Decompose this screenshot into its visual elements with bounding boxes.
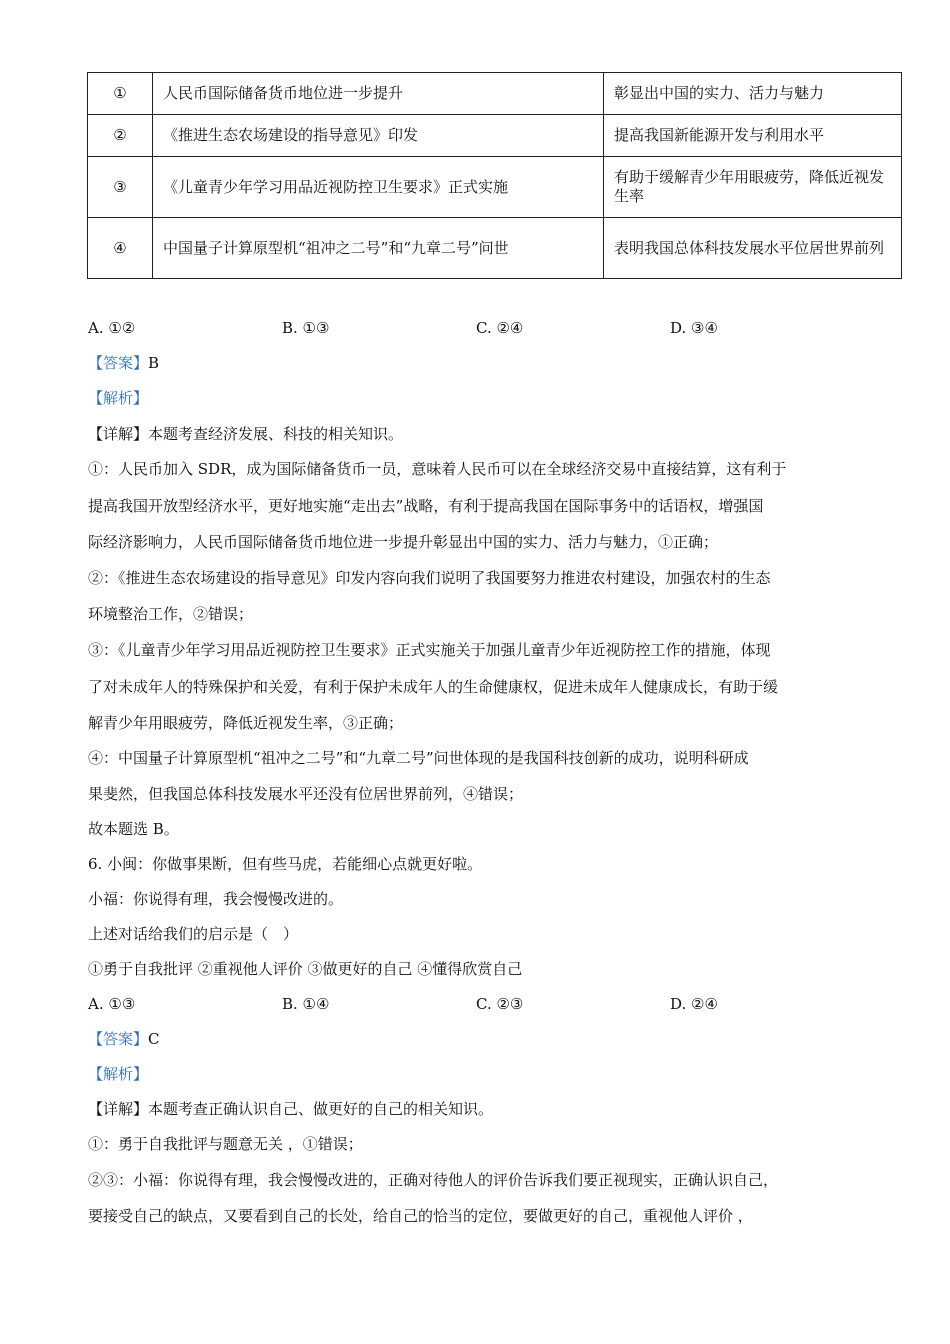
q5-explanation-line: 提高我国开放型经济水平，更好地实施“走出去”战略，有利于提高我国在国际事务中的话语权，增强国 <box>88 497 764 515</box>
row-number: ③ <box>88 157 153 218</box>
q5-explanation-line: 了对未成年人的特殊保护和关爱，有利于保护未成年人的生命健康权，促进未成年人健康成长，有助于缓 <box>88 678 779 696</box>
q6-stem-line: 小福：你说得有理，我会慢慢改进的。 <box>88 890 344 908</box>
q5-explanation-line: 际经济影响力，人民币国际储备货币地位进一步提升彰显出中国的实力、活力与魅力，①正确； <box>88 533 719 551</box>
answer-tag: 【答案】 <box>88 354 149 372</box>
meaning-cell: 彰显出中国的实力、活力与魅力 <box>604 73 902 115</box>
q6-stem-line: 上述对话给我们的启示是（ ） <box>88 925 299 943</box>
q5-explanation-line: 解青少年用眼疲劳，降低近视发生率，③正确； <box>88 714 404 732</box>
q5-conclusion: 故本题选 B。 <box>88 820 179 838</box>
q5-option-a: A. ①② <box>88 319 136 337</box>
q6-option-d: D. ②④ <box>670 995 718 1013</box>
answer-value: C <box>148 1030 160 1048</box>
q5-option-b: B. ①③ <box>282 319 330 337</box>
table-row <box>88 115 902 157</box>
event-cell: 《推进生态农场建设的指导意见》印发 <box>153 115 604 157</box>
q5-answer <box>88 353 159 373</box>
q6-option-a: A. ①③ <box>88 995 136 1013</box>
table-row <box>88 218 902 279</box>
q5-explanation-line: ③：《儿童青少年学习用品近视防控卫生要求》正式实施关于加强儿童青少年近视防控工作的措施，体现 <box>88 641 771 659</box>
event-cell: 《儿童青少年学习用品近视防控卫生要求》正式实施 <box>153 157 604 218</box>
row-number: ① <box>88 73 153 115</box>
q5-explanation-line: ①：人民币加入 SDR，成为国际储备货币一员，意味着人民币可以在全球经济交易中直接结算，这有利于 <box>88 460 787 478</box>
q5-explanation-line: 环境整治工作，②错误； <box>88 605 254 623</box>
q6-detail <box>88 1099 493 1119</box>
table-row <box>88 157 902 218</box>
q5-explanation-line: 果斐然，但我国总体科技发展水平还没有位居世界前列，④错误； <box>88 785 524 803</box>
table-row <box>88 73 902 115</box>
row-number: ② <box>88 115 153 157</box>
detail-text: 本题考查经济发展、科技的相关知识。 <box>148 425 404 443</box>
event-cell: 人民币国际储备货币地位进一步提升 <box>153 73 604 115</box>
q5-option-d: D. ③④ <box>670 319 718 337</box>
meaning-cell: 提高我国新能源开发与利用水平 <box>604 115 902 157</box>
q6-analysis-tag: 【解析】 <box>88 1065 149 1083</box>
q5-detail <box>88 424 403 444</box>
detail-text: 本题考查正确认识自己、做更好的自己的相关知识。 <box>148 1100 494 1118</box>
row-number: ④ <box>88 218 153 279</box>
answer-value: B <box>148 354 160 372</box>
q6-statements: ①勇于自我批评 ②重视他人评价 ③做更好的自己 ④懂得欣赏自己 <box>88 960 523 978</box>
q5-explanation-line: ②：《推进生态农场建设的指导意见》印发内容向我们说明了我国要努力推进农村建设，加强农村的生态 <box>88 569 771 587</box>
q6-explanation-line: 要接受自己的缺点，又要看到自己的长处，给自己的恰当的定位，要做更好的自己，重视他人评价 ， <box>88 1207 753 1225</box>
events-table <box>87 72 902 279</box>
q5-analysis-tag: 【解析】 <box>88 389 149 407</box>
q6-option-b: B. ①④ <box>282 995 330 1013</box>
q5-option-c: C. ②④ <box>476 319 524 337</box>
event-cell: 中国量子计算原型机“祖冲之二号”和“九章二号”问世 <box>153 218 604 279</box>
q6-answer <box>88 1029 160 1049</box>
meaning-cell: 有助于缓解青少年用眼疲劳，降低近视发生率 <box>604 157 902 218</box>
detail-tag: 【详解】 <box>88 1100 149 1118</box>
q6-explanation-line: ①：勇于自我批评与题意无关 ，①错误； <box>88 1135 363 1153</box>
detail-tag: 【详解】 <box>88 425 149 443</box>
q6-explanation-line: ②③：小福：你说得有理，我会慢慢改进的，正确对待他人的评价告诉我们要正视现实，正确认识自己， <box>88 1171 779 1189</box>
q5-explanation-line: ④：中国量子计算原型机“祖冲之二号”和“九章二号”问世体现的是我国科技创新的成功，说明科研成 <box>88 749 749 767</box>
meaning-cell: 表明我国总体科技发展水平位居世界前列 <box>604 218 902 279</box>
answer-tag: 【答案】 <box>88 1030 149 1048</box>
q6-option-c: C. ②③ <box>476 995 524 1013</box>
q6-stem-line: 6. 小闽：你做事果断，但有些马虎，若能细心点就更好啦。 <box>88 855 483 873</box>
